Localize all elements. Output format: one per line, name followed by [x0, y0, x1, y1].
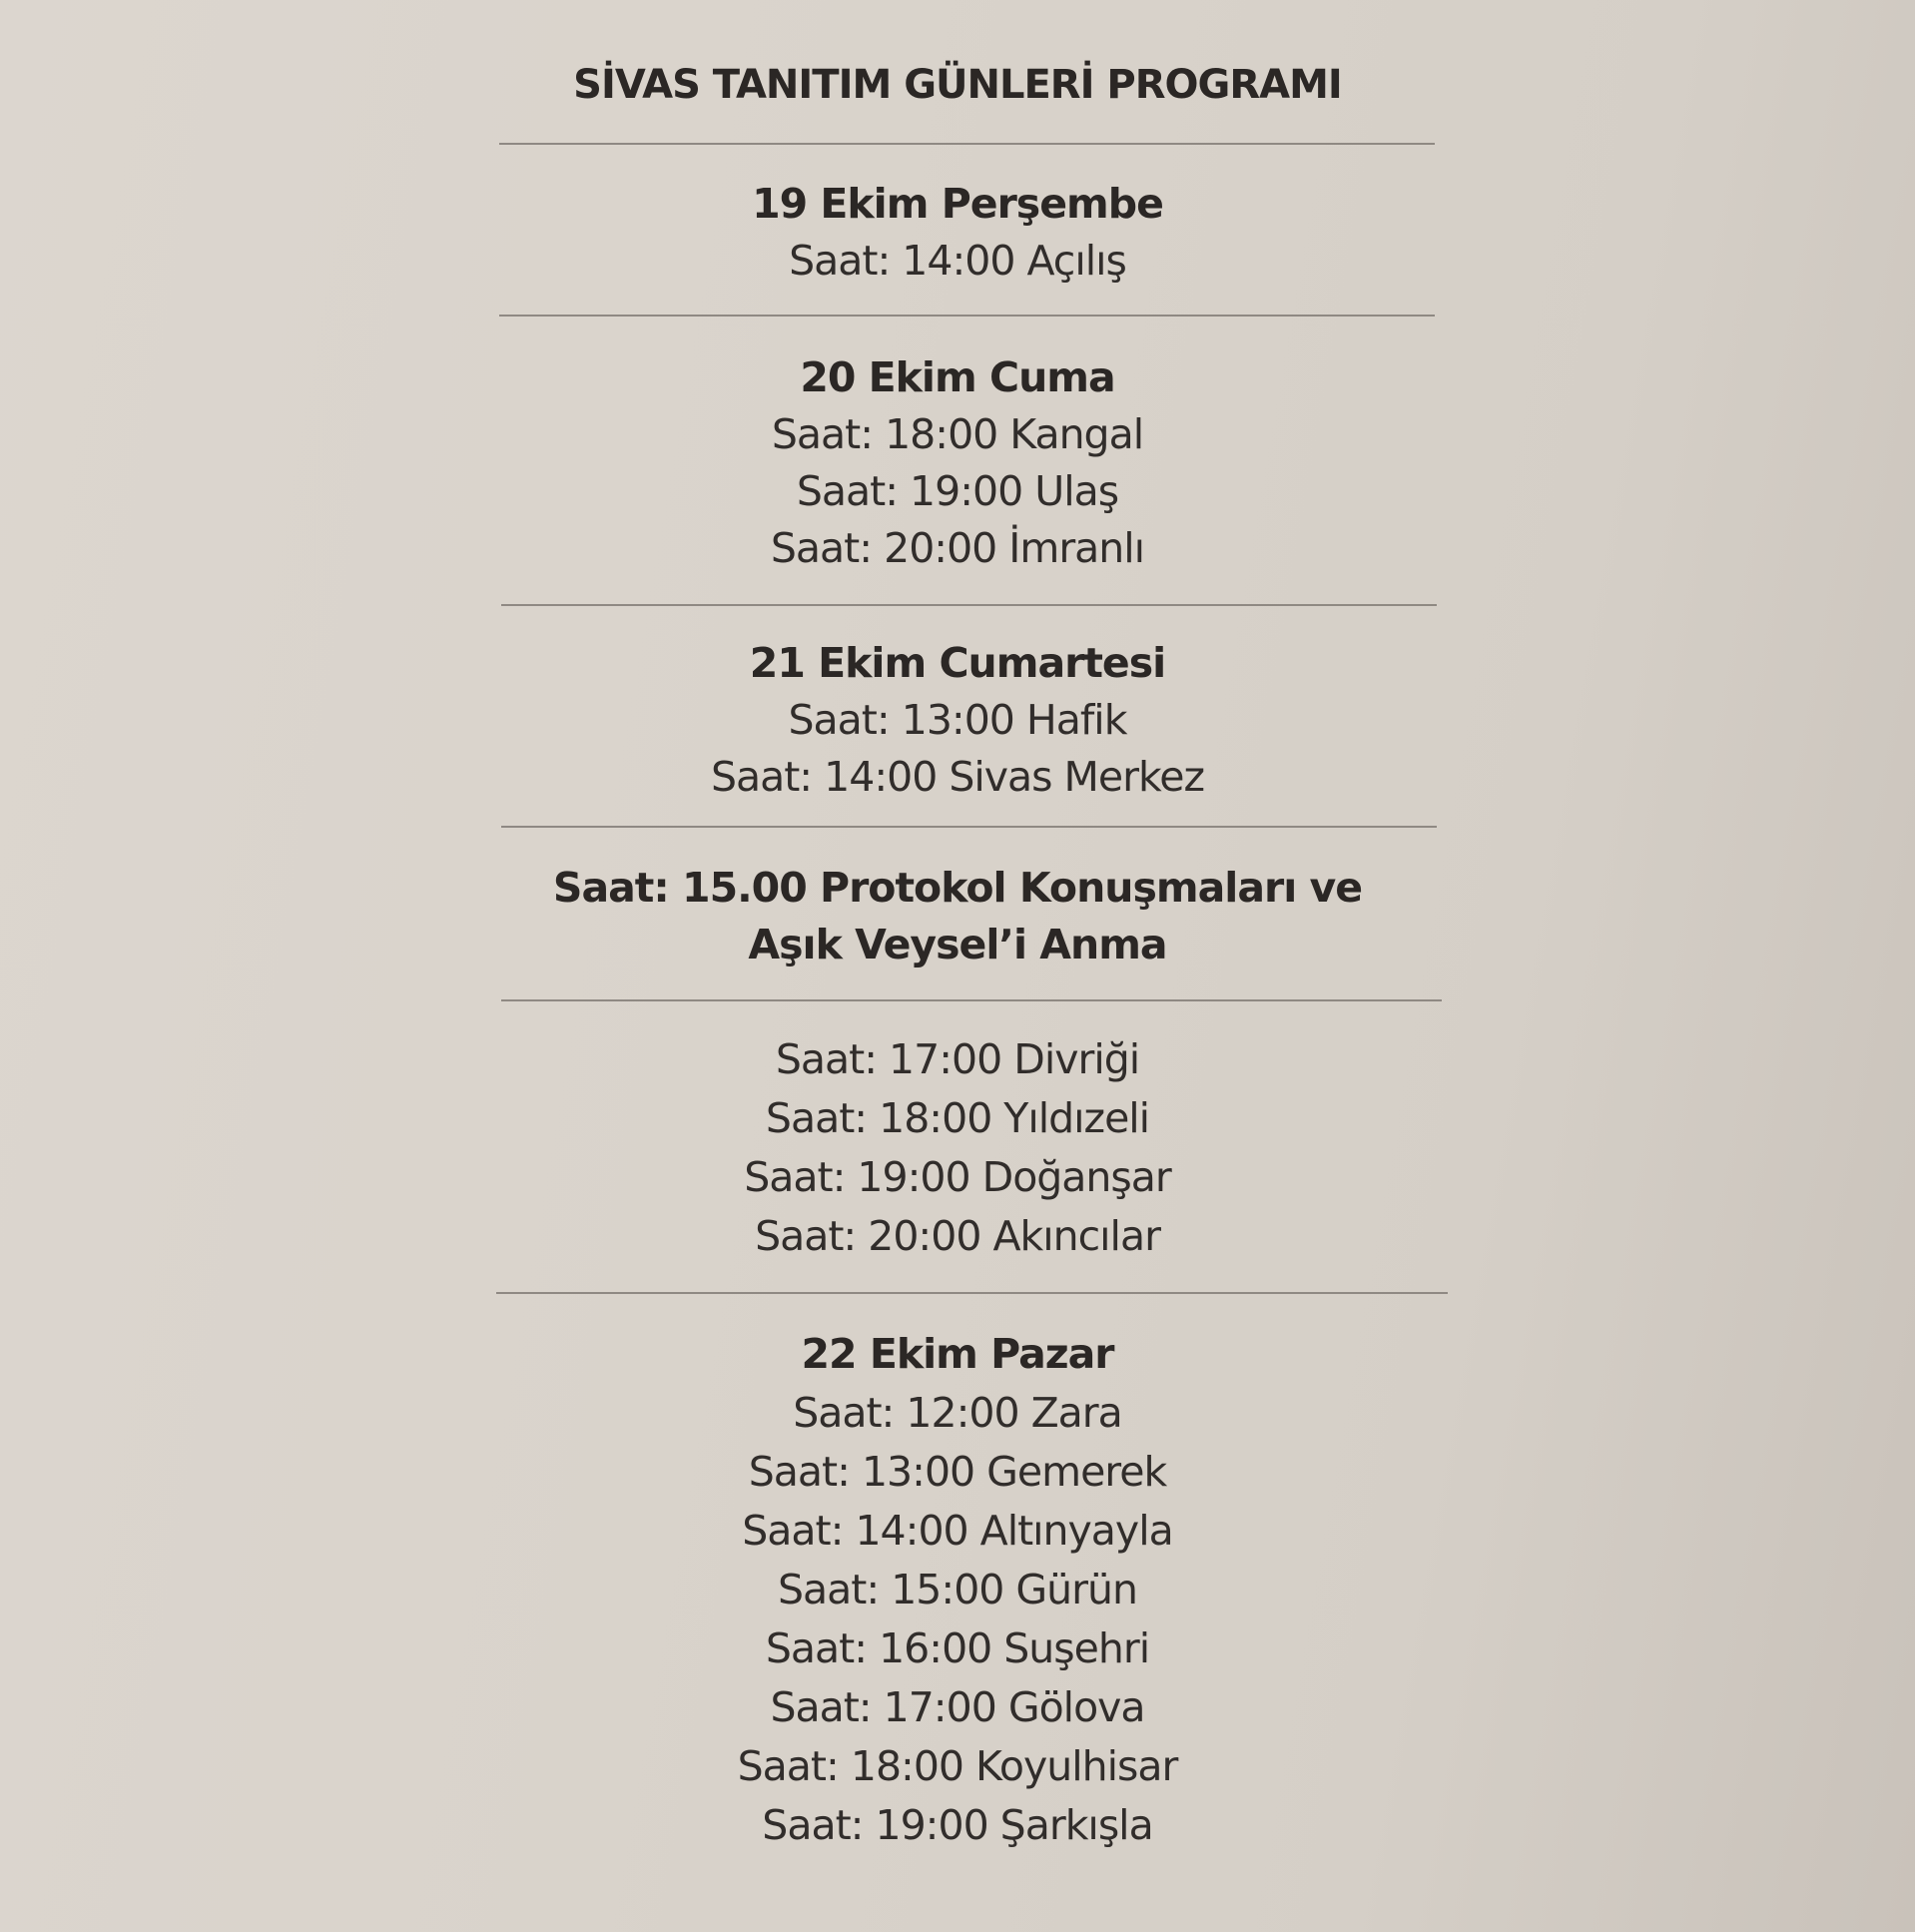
divider [496, 1292, 1448, 1294]
schedule-item: Saat: 14:00 Sivas Merkez [710, 753, 1205, 801]
schedule-item: Saat: 18:00 Yıldızeli [765, 1094, 1150, 1142]
divider [501, 999, 1442, 1001]
schedule-item: Saat: 18:00 Koyulhisar [737, 1742, 1178, 1790]
protocol-heading-line2: Aşık Veysel’i Anma [748, 921, 1167, 968]
schedule-item: Saat: 16:00 Suşehri [765, 1624, 1150, 1672]
schedule-item: Saat: 14:00 Altınyayla [742, 1507, 1173, 1555]
divider [499, 315, 1435, 317]
protocol-section [0, 860, 1915, 973]
schedule-item: Saat: 13:00 Hafik [788, 696, 1127, 744]
schedule-item: Saat: 12:00 Zara [793, 1389, 1122, 1437]
day-section-21 [0, 635, 1915, 806]
divider [501, 826, 1437, 828]
divider [501, 604, 1437, 606]
schedule-item: Saat: 19:00 Şarkışla [762, 1801, 1153, 1849]
schedule-item: Saat: 13:00 Gemerek [748, 1448, 1167, 1496]
schedule-item: Saat: 19:00 Doğanşar [744, 1153, 1171, 1201]
day-heading: 22 Ekim Pazar [801, 1330, 1114, 1378]
day-heading: 21 Ekim Cumartesi [749, 639, 1166, 687]
day-section-19 [0, 176, 1915, 290]
schedule-item: Saat: 20:00 Akıncılar [755, 1212, 1160, 1260]
protocol-heading-line1: Saat: 15.00 Protokol Konuşmaları ve [552, 864, 1363, 912]
schedule-item: Saat: 19:00 Ulaş [796, 467, 1119, 515]
day-section-20 [0, 349, 1915, 577]
page-title: SİVAS TANITIM GÜNLERİ PROGRAMI [573, 62, 1342, 108]
day-heading: 20 Ekim Cuma [800, 353, 1115, 401]
schedule-item: Saat: 20:00 İmranlı [770, 524, 1145, 572]
evening-section [0, 1030, 1915, 1266]
schedule-item: Saat: 18:00 Kangal [771, 410, 1144, 458]
day-section-22 [0, 1325, 1915, 1855]
day-heading: 19 Ekim Perşembe [752, 180, 1163, 228]
schedule-item: Saat: 17:00 Gölova [770, 1683, 1145, 1731]
schedule-item: Saat: 15:00 Gürün [778, 1566, 1137, 1613]
schedule-item: Saat: 17:00 Divriği [775, 1035, 1140, 1083]
divider [499, 143, 1435, 145]
schedule-item: Saat: 14:00 Açılış [789, 237, 1126, 285]
